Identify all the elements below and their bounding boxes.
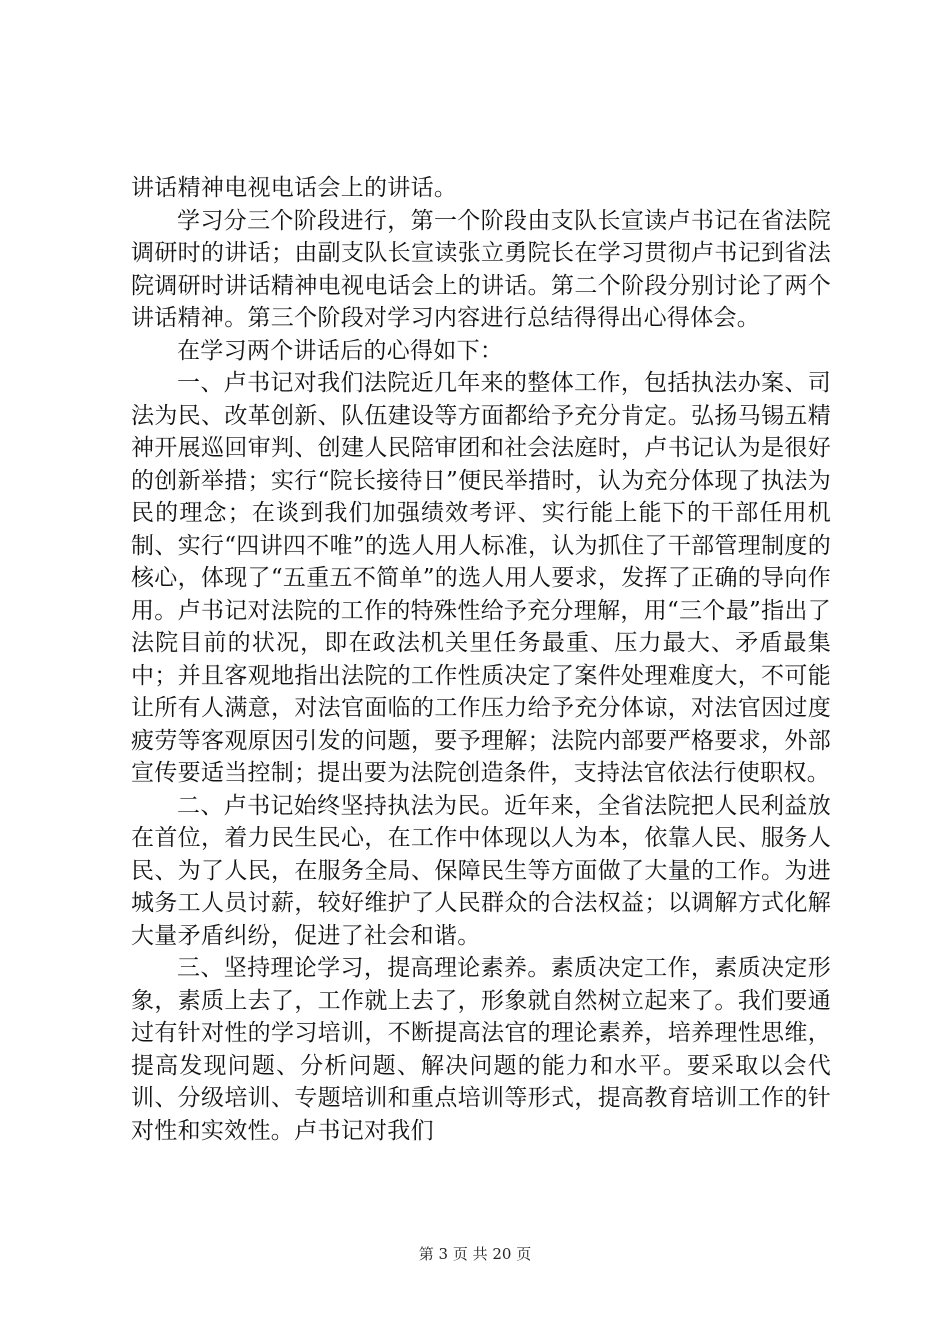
paragraph-intro-insights: 在学习两个讲话后的心得如下：	[177, 337, 504, 364]
paragraph-point-three: 三、坚持理论学习，提高理论素养。素质决定工作，素质决定形象，素质上去了，工作就上去了，形象就自然树立起来了。我们要通过有针对性的学习培训，不断提高法官的理论素养，培养理性思维，提高发现问题、分析问题、解决问题的能力和水平。要采取以会代训、分级培训、专题培训和重点培训等形式，提高教育培训工作的针对性和实效性。卢书记对我们	[131, 955, 831, 1144]
paragraph-point-one: 一、卢书记对我们法院近几年来的整体工作，包括执法办案、司法为民、改革创新、队伍建设等方面都给予充分肯定。弘扬马锡五精神开展巡回审判、创建人民陪审团和社会法庭时，卢书记认为是很好的创新举措；实行“院长接待日”便民举措时，认为充分体现了执法为民的理念；在谈到我们加强绩效考评、实行能上能下的干部任用机制、实行“四讲四不唯”的选人用人标准，认为抓住了干部管理制度的核心，体现了“五重五不简单”的选人用人要求，发挥了正确的导向作用。卢书记对法院的工作的特殊性给予充分理解，用“三个最”指出了法院目前的状况，即在政法机关里任务最重、压力最大、矛盾最集中；并且客观地指出法院的工作性质决定了案件处理难度大，不可能让所有人满意，对法官面临的工作压力给予充分体谅，对法官因过度疲劳等客观原因引发的问题，要予理解；法院内部要严格要求，外部宣传要适当控制；提出要为法院创造条件，支持法官依法行使职权。	[131, 370, 831, 786]
page-number-footer: 第 3 页 共 20 页	[418, 1245, 532, 1263]
paragraph-continuation: 讲话精神电视电话会上的讲话。	[131, 175, 458, 201]
document-body	[131, 172, 831, 1147]
paragraph-study-stages: 学习分三个阶段进行，第一个阶段由支队长宣读卢书记在省法院调研时的讲话；由副支队长宣读张立勇院长在学习贯彻卢书记到省法院调研时讲话精神电视电话会上的讲话。第二个阶段分别讨论了两个讲话精神。第三个阶段对学习内容进行总结得得出心得体会。	[131, 207, 831, 331]
paragraph-point-two: 二、卢书记始终坚持执法为民。近年来，全省法院把人民利益放在首位，着力民生民心，在工作中体现以人为本，依靠人民、服务人民、为了人民，在服务全局、保障民生等方面做了大量的工作。为进城务工人员讨薪，较好维护了人民群众的合法权益；以调解方式化解大量矛盾纠纷，促进了社会和谐。	[131, 792, 831, 949]
